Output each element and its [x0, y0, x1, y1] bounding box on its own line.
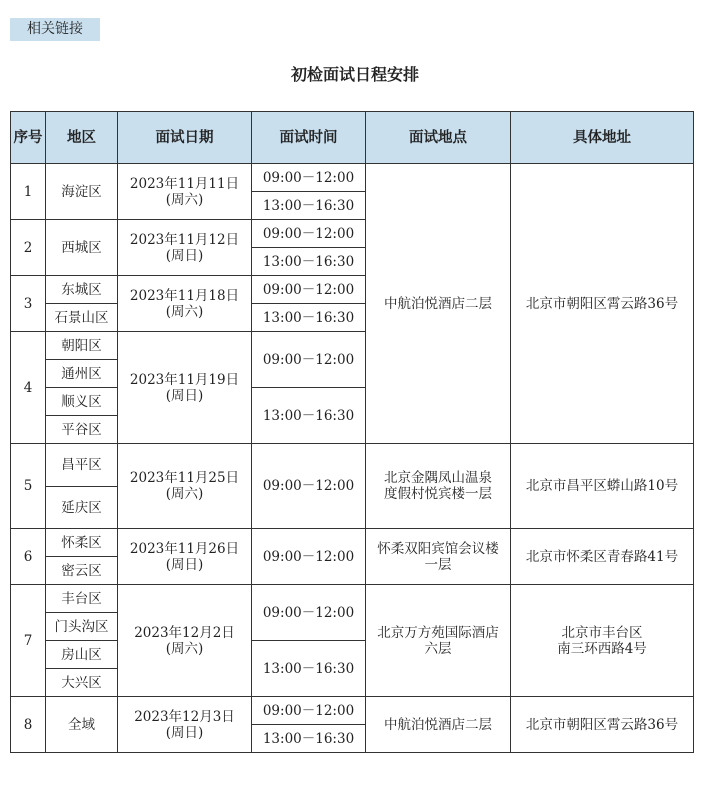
weekday-text: (周日): [165, 387, 204, 404]
address-cell: 北京市昌平区蟒山路10号: [511, 444, 694, 529]
region-cell: 通州区: [46, 360, 118, 388]
region-cell: 朝阳区: [46, 332, 118, 360]
date-text: 2023年11月26日: [129, 540, 240, 557]
table-row: [11, 697, 694, 725]
region-cell: 东城区: [46, 276, 118, 304]
region-cell: 海淀区: [46, 164, 118, 220]
time-cell: 09:00－12:00: [252, 332, 366, 388]
date-cell: [118, 529, 252, 585]
weekday-text: (周六): [165, 486, 204, 502]
weekday-text: (周六): [165, 191, 204, 208]
date-cell: [118, 585, 252, 697]
weekday-text: (周日): [165, 247, 204, 264]
date-text: 2023年11月11日: [129, 175, 240, 192]
time-cell: 09:00－12:00: [252, 276, 366, 304]
region-cell: 房山区: [46, 641, 118, 669]
region-cell: 延庆区: [46, 487, 118, 529]
region-cell: 大兴区: [46, 669, 118, 697]
table-header-row: [11, 112, 694, 164]
row-number: 2: [11, 220, 46, 276]
date-text: 2023年12月3日: [134, 708, 235, 725]
weekday-text: (周日): [165, 556, 204, 573]
row-number: 1: [11, 164, 46, 220]
date-cell: [118, 332, 252, 444]
time-cell: 09:00－12:00: [252, 220, 366, 248]
time-cell: 13:00－16:30: [252, 304, 366, 332]
weekday-text: (周日): [165, 724, 204, 741]
header-address: 具体地址: [511, 112, 694, 164]
time-cell: 13:00－16:30: [252, 192, 366, 220]
date-cell: [118, 164, 252, 220]
place-cell: 中航泊悦酒店二层: [366, 697, 511, 753]
table-row: [11, 164, 694, 192]
region-cell: 西城区: [46, 220, 118, 276]
row-number: 3: [11, 276, 46, 332]
place-line: 怀柔双阳宾馆会议楼: [377, 540, 499, 557]
date-text: 2023年11月18日: [129, 287, 240, 304]
region-cell: 全域: [46, 697, 118, 753]
date-text: 2023年11月25日: [129, 470, 240, 486]
row-number: 4: [11, 332, 46, 444]
time-cell: 09:00－12:00: [252, 164, 366, 192]
address-cell: 北京市朝阳区霄云路36号: [511, 164, 694, 444]
date-cell: [118, 444, 252, 529]
date-text: 2023年12月2日: [134, 624, 235, 641]
place-cell: 中航泊悦酒店二层: [366, 164, 511, 444]
region-cell: 顺义区: [46, 388, 118, 416]
region-cell: 昌平区: [46, 444, 118, 487]
row-number: 5: [11, 444, 46, 529]
place-line: 度假村悦宾楼一层: [384, 486, 492, 502]
table-row: [11, 585, 694, 613]
weekday-text: (周六): [165, 640, 204, 657]
table-row: [11, 529, 694, 557]
weekday-text: (周六): [165, 303, 204, 320]
row-number: 7: [11, 585, 46, 697]
page-title: 初检面试日程安排: [290, 65, 419, 84]
time-cell: 09:00－12:00: [252, 444, 366, 529]
row-number: 6: [11, 529, 46, 585]
place-cell: [366, 585, 511, 697]
date-cell: [118, 220, 252, 276]
header-no: 序号: [11, 112, 46, 164]
region-cell: 平谷区: [46, 416, 118, 444]
time-cell: 13:00－16:30: [252, 641, 366, 697]
time-cell: 09:00－12:00: [252, 529, 366, 585]
header-place: 面试地点: [366, 112, 511, 164]
date-cell: [118, 697, 252, 753]
address-cell: [511, 585, 694, 697]
region-cell: 密云区: [46, 557, 118, 585]
place-line: 北京金隅凤山温泉: [384, 470, 492, 486]
time-cell: 13:00－16:30: [252, 725, 366, 753]
date-text: 2023年11月19日: [129, 371, 240, 388]
region-cell: 门头沟区: [46, 613, 118, 641]
place-line: 北京万方苑国际酒店: [377, 624, 499, 641]
header-time: 面试时间: [252, 112, 366, 164]
place-cell: [366, 444, 511, 529]
address-line: 北京市丰台区: [561, 624, 643, 641]
place-line: 六层: [424, 640, 452, 657]
region-cell: 石景山区: [46, 304, 118, 332]
region-cell: 怀柔区: [46, 529, 118, 557]
table-row: [11, 444, 694, 487]
time-cell: 13:00－16:30: [252, 248, 366, 276]
time-cell: 09:00－12:00: [252, 697, 366, 725]
address-line: 南三环西路4号: [557, 640, 647, 657]
header-date: 面试日期: [118, 112, 252, 164]
date-cell: [118, 276, 252, 332]
time-cell: 13:00－16:30: [252, 388, 366, 444]
interview-schedule-table: [10, 111, 694, 753]
region-cell: 丰台区: [46, 585, 118, 613]
address-cell: 北京市怀柔区青春路41号: [511, 529, 694, 585]
row-number: 8: [11, 697, 46, 753]
date-text: 2023年11月12日: [129, 231, 240, 248]
place-cell: [366, 529, 511, 585]
related-links-tag[interactable]: 相关链接: [10, 18, 100, 41]
time-cell: 09:00－12:00: [252, 585, 366, 641]
address-cell: 北京市朝阳区霄云路36号: [511, 697, 694, 753]
place-line: 一层: [424, 556, 452, 573]
header-region: 地区: [46, 112, 118, 164]
